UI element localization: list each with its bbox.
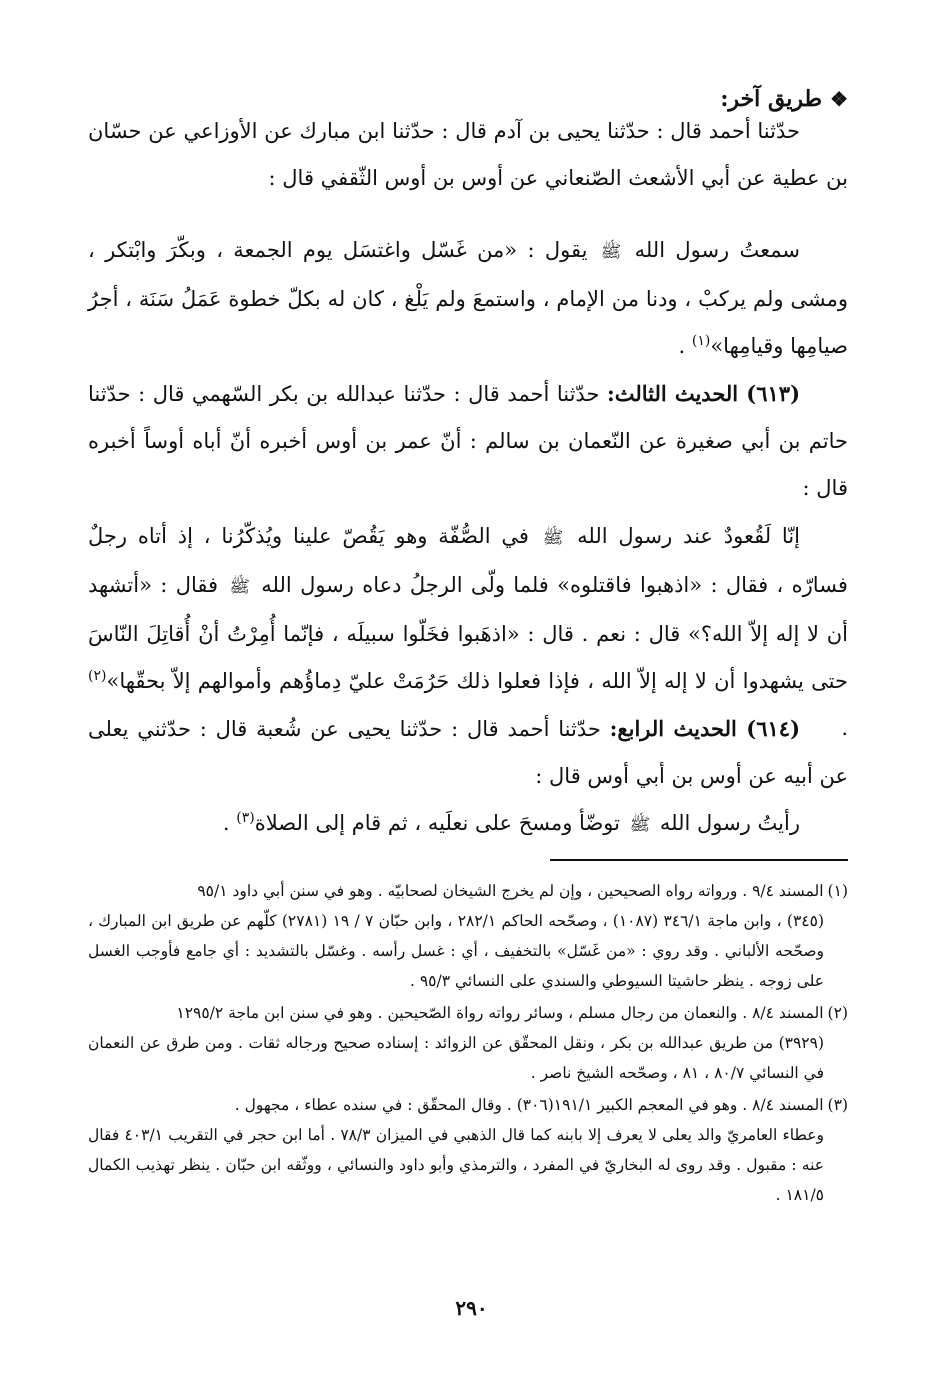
paragraph-text: حدّثنا أحمد قال : حدّثنا يحيى بن آدم قال : حدّثنا ابن مبارك عن الأوزاعي عن حسّان بن عطية عن أبي الأشعث الصّنعاني عن أوس بن أوس الثّقفي قال : bbox=[88, 119, 848, 190]
paragraph-text: يقول : «من غَسّل واغتسَل يوم الجمعة ، وبكّرَ وابْتكر ، ومشى ولم يركبْ ، ودنا من الإمام ، واستمعَ ولم يَلْغ ، كان له بكلّ خطوة عَمَلُ سَنَة ، أجرُ صيامِها وقيامِها» bbox=[88, 238, 848, 358]
paragraph-end: . bbox=[678, 334, 692, 358]
paragraph-text: في الصُّفّة وهو يَقُصّ علينا ويُذكّرُنا ، إذ أتاه رجلٌ فسارّه ، فقال : «اذهبوا فاقتلوه» فلما ولّى الرجلُ دعاه رسول الله bbox=[88, 524, 848, 597]
footnotes bbox=[88, 876, 848, 1212]
footnote-continuation: (٣٤٥) ، وابن ماجة ٣٤٦/١ (١٠٨٧) ، وصحّحه الحاكم ٢٨٢/١ ، وابن حبّان ٧ / ١٩ (٢٧٨١) كلّهم عن طريق ابن المبارك ، وصحّحه الألباني . وقد روي : «من غَسّل» بالتخفيف ، أي : غسل رأسه . وغسّل بالتشديد : أي جامع فأوجب الغسل على زوجه . ينظر حاشيتا السيوطي والسندي على النسائي ٩٥/٣ . bbox=[88, 912, 824, 990]
page-number: ٢٩٠ bbox=[455, 1296, 488, 1320]
paragraph-hadith-613 bbox=[88, 370, 848, 512]
paragraph-hadith-3 bbox=[88, 800, 848, 849]
footnote-continuation: وعطاء العامريّ والد يعلى لا يعرف إلا بابنه كما قال الذهبي في الميزان ٧٨/٣ . أما ابن حجر في التقريب ٤٠٣/١ فقال عنه : مقبول . وقد روى له البخاريّ في المفرد ، والترمذي وأبو داود والنسائي ، ووثّقه ابن حبّان . ينظر تهذيب الكمال ١٨١/٥ . bbox=[88, 1126, 824, 1204]
paragraph-text: فقال : «أتشهد أن لا إله إلاّ الله؟» قال : نعم . قال : «اذهَبوا فخَلّوا سبيلَه ، فإنّما أُمِرْتُ أنْ أُقاتِلَ النّاسَ حتى يشهدوا أن لا إله إلاّ الله ، فإذا فعلوا ذلك حَرُمَتْ عليّ دِماؤُهم وأموالهم إلاّ بحقّها» bbox=[88, 573, 848, 693]
paragraph-text: إنّا لَقُعودٌ عند رسول الله bbox=[577, 524, 800, 548]
footnote-text: المسند ٨/٤ . وهو في المعجم الكبير ١٩١/١(٣٠٦) . وقال المحقّق : في سنده عطاء ، مجهول . bbox=[234, 1096, 824, 1114]
hadith-label-613: (٦١٣) الحديث الثالث: bbox=[606, 381, 800, 406]
diamond-bullet-icon: ❖ bbox=[830, 87, 848, 111]
salawat-glyph-icon: ﷺ bbox=[629, 815, 651, 835]
paragraph-text: حدّثنا أحمد قال : حدّثنا عبدالله بن بكر السّهمي قال : حدّثنا حاتم بن أبي صغيرة عن النّعمان بن سالم : أنّ عمر بن أوس أخبره أنّ أباه أوساً أخبره قال : bbox=[88, 382, 848, 500]
paragraph-text: سمعتُ رسول الله bbox=[634, 238, 800, 262]
footnote-3 bbox=[88, 1090, 848, 1210]
paragraph-end: . bbox=[841, 716, 848, 740]
salawat-glyph-icon: ﷺ bbox=[229, 577, 250, 597]
footnote-ref-2: (٢) bbox=[88, 668, 107, 684]
paragraph-hadith-614 bbox=[88, 705, 848, 800]
paragraph-hadith-1 bbox=[88, 227, 848, 370]
footnote-text: المسند ٨/٤ . والنعمان من رجال مسلم ، وسائر رواته رواة الصّحيحين . وهو في سنن ابن ماجة ١٢٩٥/٢ bbox=[176, 1004, 824, 1022]
footnote-text: المسند ٩/٤ . ورواته رواه الصحيحين ، وإن لم يخرج الشيخان لصحابيّه . وهو في سنن أبي داود ٩٥/١ bbox=[197, 882, 824, 900]
footnote-2 bbox=[88, 998, 848, 1088]
paragraph-chain-1 bbox=[88, 108, 848, 202]
hadith-label-614: (٦١٤) الحديث الرابع: bbox=[609, 716, 800, 741]
section-title-text: طريق آخر: bbox=[720, 86, 823, 112]
salawat-glyph-icon: ﷺ bbox=[542, 528, 564, 548]
footnote-separator bbox=[550, 859, 848, 861]
footnote-ref-1: (١) bbox=[691, 333, 711, 349]
footnote-number: (٣) bbox=[827, 1096, 848, 1114]
salawat-glyph-icon: ﷺ bbox=[600, 242, 622, 262]
footnote-number: (١) bbox=[827, 882, 848, 900]
paragraph-text: توضّأ ومسحَ على نعلَيه ، ثم قام إلى الصلاة bbox=[254, 811, 620, 835]
footnote-ref-3: (٣) bbox=[236, 810, 255, 826]
paragraph-end: . bbox=[222, 811, 237, 835]
footnote-1 bbox=[88, 876, 848, 996]
paragraph-text: حدّثنا أحمد قال : حدّثنا يحيى عن شُعبة قال : حدّثني يعلى عن أبيه عن أوس بن أبي أوس قال : bbox=[88, 717, 848, 788]
footnote-number: (٢) bbox=[827, 1004, 848, 1022]
footnote-continuation: (٣٩٢٩) من طريق عبدالله بن بكر ، ونقل المحقّق عن الزوائد : إسناده صحيح ورجاله ثقات . ومن طرق عن النعمان في النسائي ٨٠/٧ ، ٨١ ، وصحّحه الشيخ ناصر . bbox=[88, 1034, 824, 1082]
paragraph-text: رأيتُ رسول الله bbox=[659, 811, 800, 835]
